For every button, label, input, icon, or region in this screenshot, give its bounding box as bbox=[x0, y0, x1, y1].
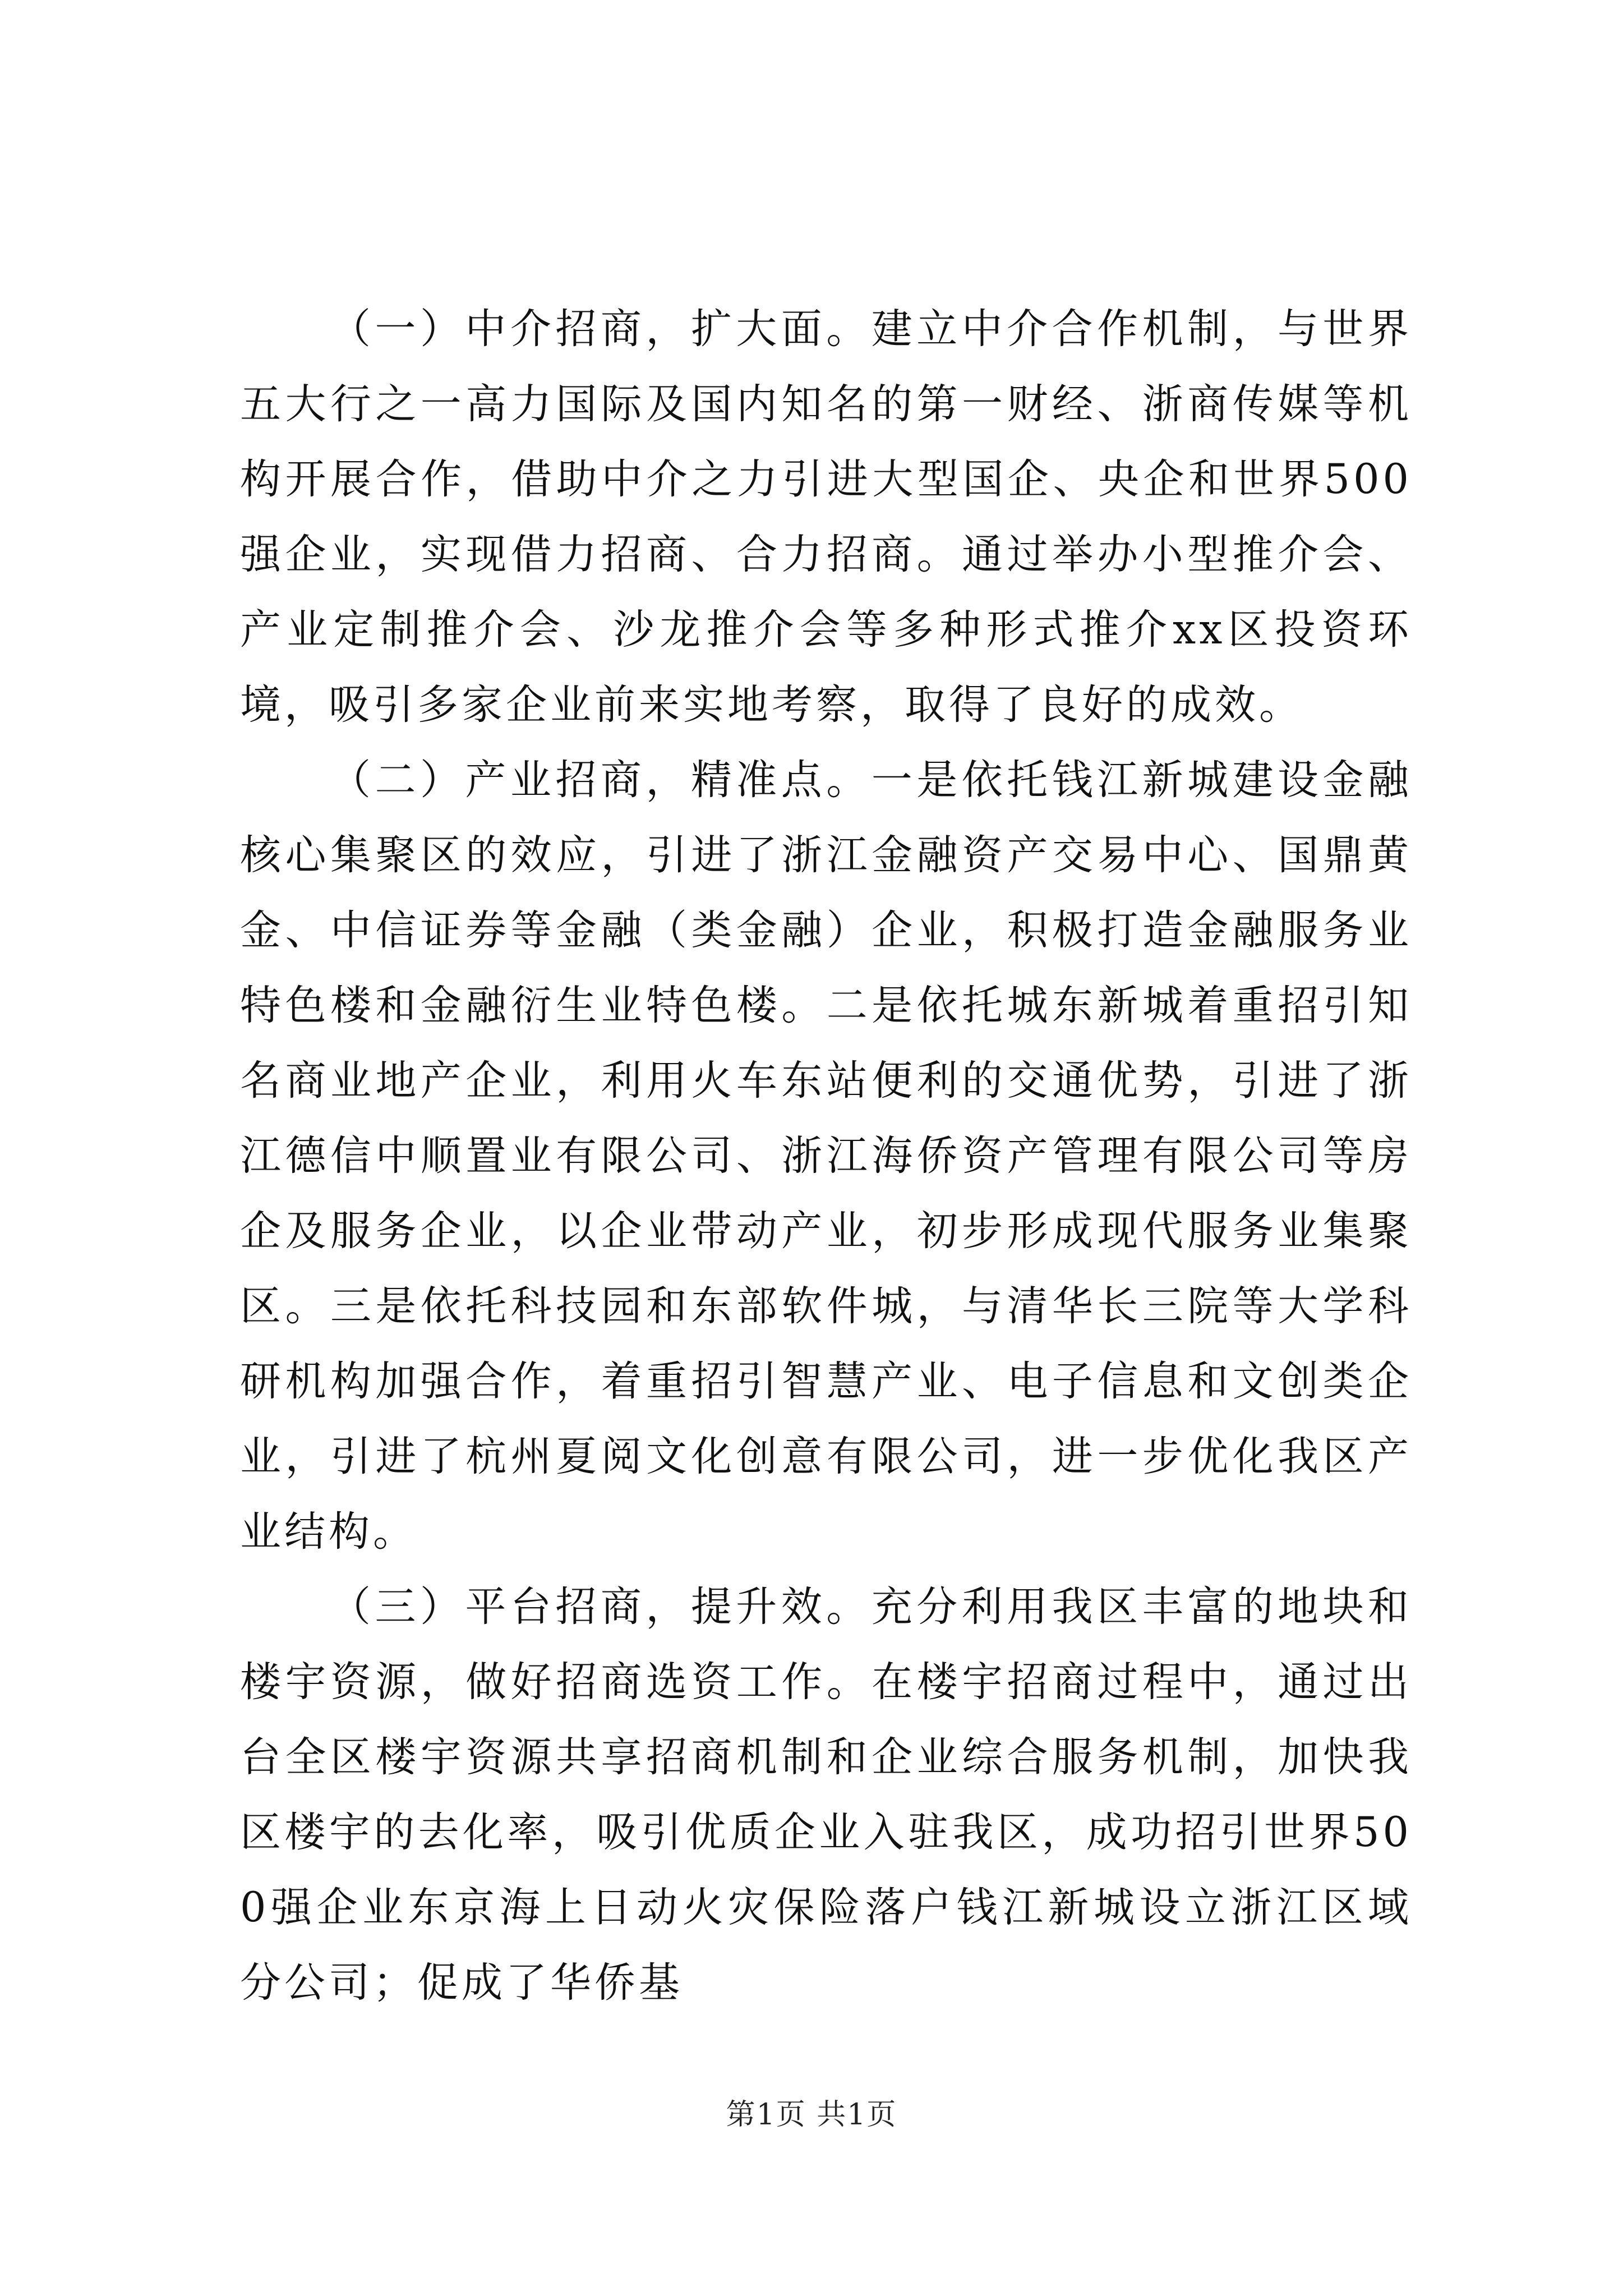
page-footer: 第1页 共1页 bbox=[726, 2098, 897, 2132]
document-body bbox=[240, 292, 1412, 2021]
paragraph-industry-investment: （二）产业招商，精准点。一是依托钱江新城建设金融核心集聚区的效应，引进了浙江金融资产交易中心、国鼎黄金、中信证券等金融（类金融）企业，积极打造金融服务业特色楼和金融衍生业特色楼。二是依托城东新城着重招引知名商业地产企业，利用火车东站便利的交通优势，引进了浙江德信中顺置业有限公司、浙江海侨资产管理有限公司等房企及服务企业，以企业带动产业，初步形成现代服务业集聚区。三是依托科技园和东部软件城，与清华长三院等大学科研机构加强合作，着重招引智慧产业、电子信息和文创类企业，引进了杭州夏阅文化创意有限公司，进一步优化我区产业结构。 bbox=[240, 756, 1412, 1556]
paragraph-intermediary-investment: （一）中介招商，扩大面。建立中介合作机制，与世界五大行之一高力国际及国内知名的第一财经、浙商传媒等机构开展合作，借助中介之力引进大型国企、央企和世界500强企业，实现借力招商、合力招商。通过举办小型推介会、产业定制推介会、沙龙推介会等多种形式推介xx区投资环境，吸引多家企业前来实地考察，取得了良好的成效。 bbox=[240, 305, 1412, 729]
paragraph-platform-investment: （三）平台招商，提升效。充分利用我区丰富的地块和楼宇资源，做好招商选资工作。在楼宇招商过程中，通过出台全区楼宇资源共享招商机制和企业综合服务机制，加快我区楼宇的去化率，吸引优质企业入驻我区，成功招引世界500强企业东京海上日动火灾保险落户钱江新城设立浙江区域分公司；促成了华侨基 bbox=[240, 1583, 1412, 2007]
